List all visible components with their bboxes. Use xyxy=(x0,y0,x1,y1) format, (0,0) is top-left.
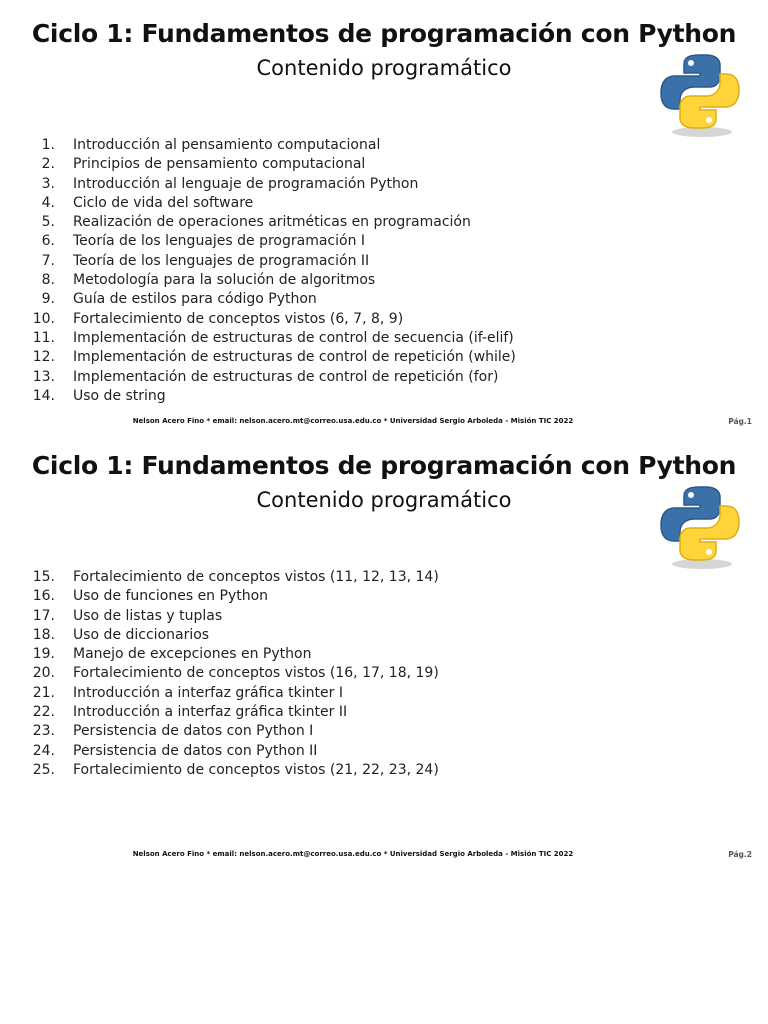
topic-text: Principios de pensamiento computacional xyxy=(73,156,366,173)
topic-text: Fortalecimiento de conceptos vistos (21, 22, 23, 24) xyxy=(73,761,439,778)
topic-item xyxy=(30,329,514,348)
topic-text: Uso de string xyxy=(73,387,166,404)
topic-list xyxy=(30,136,516,406)
topic-text: Guía de estilos para código Python xyxy=(73,291,317,308)
topic-item xyxy=(30,310,404,329)
topic-item xyxy=(30,626,210,645)
topic-text: Implementación de estructuras de control de repetición (for) xyxy=(73,368,499,385)
topic-number: 14. xyxy=(32,387,55,404)
topic-item xyxy=(30,155,366,174)
topic-text: Persistencia de datos con Python I xyxy=(73,723,314,740)
topic-number: 12. xyxy=(32,349,55,366)
topic-number: 24. xyxy=(32,742,55,759)
topic-text: Introducción a interfaz gráfica tkinter II xyxy=(73,704,348,721)
topic-item xyxy=(30,761,439,780)
slide-page-1 xyxy=(0,0,768,432)
topic-number: 9. xyxy=(41,291,55,308)
topic-number: 11. xyxy=(32,329,55,346)
topic-text: Introducción al pensamiento computacional xyxy=(73,137,381,153)
topic-text: Ciclo de vida del software xyxy=(73,194,254,211)
topic-list xyxy=(30,568,439,780)
topic-item xyxy=(30,252,370,271)
topic-number: 25. xyxy=(32,761,55,778)
topic-item xyxy=(30,684,343,703)
topic-text: Teoría de los lenguajes de programación II xyxy=(73,252,370,269)
topic-text: Persistencia de datos con Python II xyxy=(73,742,318,759)
topic-item xyxy=(30,213,471,232)
topic-number: 1. xyxy=(41,137,55,153)
topic-item xyxy=(30,271,376,290)
topic-number: 2. xyxy=(41,156,55,173)
topic-number: 22. xyxy=(32,704,55,721)
topic-number: 19. xyxy=(32,646,55,663)
topic-number: 18. xyxy=(32,626,55,643)
python-logo-icon xyxy=(658,484,742,570)
topic-number: 6. xyxy=(41,233,55,250)
topic-item xyxy=(30,368,499,387)
topic-item xyxy=(30,175,419,194)
topic-text: Implementación de estructuras de control de repetición (while) xyxy=(73,349,516,366)
topic-text: Implementación de estructuras de control de secuencia (if-elif) xyxy=(73,329,514,346)
topic-item xyxy=(30,348,516,367)
topic-item xyxy=(30,194,254,213)
topic-text: Teoría de los lenguajes de programación I xyxy=(73,233,366,250)
topic-number: 3. xyxy=(41,175,55,192)
topic-item xyxy=(30,290,317,309)
topic-text: Introducción a interfaz gráfica tkinter I xyxy=(73,684,343,701)
topic-number: 17. xyxy=(32,607,55,624)
topic-number: 4. xyxy=(41,194,55,211)
topic-item xyxy=(30,568,439,587)
page-number: Pág.1 xyxy=(728,417,752,426)
footer-credit: Nelson Acero Fino * email: nelson.acero.mt@correo.usa.edu.co * Universidad Sergio Arboleda - Misión TIC 2022 xyxy=(132,417,574,425)
topic-number: 23. xyxy=(32,723,55,740)
topic-item xyxy=(30,722,314,741)
topic-item xyxy=(30,664,439,683)
footer-credit: Nelson Acero Fino * email: nelson.acero.mt@correo.usa.edu.co * Universidad Sergio Arboleda - Misión TIC 2022 xyxy=(132,850,574,858)
page-number: Pág.2 xyxy=(728,850,752,859)
slide-title: Ciclo 1: Fundamentos de programación con Python xyxy=(31,19,737,48)
topic-text: Introducción al lenguaje de programación Python xyxy=(73,175,419,192)
topic-item xyxy=(30,387,166,406)
topic-text: Fortalecimiento de conceptos vistos (16, 17, 18, 19) xyxy=(73,665,439,682)
topic-item xyxy=(30,645,312,664)
slide-title: Ciclo 1: Fundamentos de programación con Python xyxy=(31,451,737,480)
topic-text: Uso de listas y tuplas xyxy=(73,607,223,624)
topic-text: Metodología para la solución de algoritmos xyxy=(73,272,376,289)
topic-text: Fortalecimiento de conceptos vistos (6, 7, 8, 9) xyxy=(73,310,404,327)
topic-number: 7. xyxy=(41,252,55,269)
topic-item xyxy=(30,232,366,251)
topic-item xyxy=(30,136,381,155)
topic-text: Uso de diccionarios xyxy=(73,626,210,643)
topic-text: Manejo de excepciones en Python xyxy=(73,646,312,663)
topic-item xyxy=(30,587,269,606)
slide-subtitle: Contenido programático xyxy=(256,56,512,80)
topic-number: 5. xyxy=(41,214,55,231)
python-logo-icon xyxy=(658,52,742,138)
topic-number: 21. xyxy=(32,684,55,701)
topic-text: Realización de operaciones aritméticas en programación xyxy=(73,214,471,231)
topic-number: 15. xyxy=(32,569,55,585)
slide-subtitle: Contenido programático xyxy=(256,488,512,512)
topic-number: 8. xyxy=(41,272,55,289)
topic-number: 20. xyxy=(32,665,55,682)
topic-item xyxy=(30,742,318,761)
topic-number: 13. xyxy=(32,368,55,385)
topic-number: 10. xyxy=(32,310,55,327)
slide-page-2 xyxy=(0,432,768,864)
topic-item xyxy=(30,607,223,626)
topic-text: Fortalecimiento de conceptos vistos (11, 12, 13, 14) xyxy=(73,569,439,585)
topic-number: 16. xyxy=(32,588,55,605)
topic-item xyxy=(30,703,348,722)
topic-text: Uso de funciones en Python xyxy=(73,588,269,605)
